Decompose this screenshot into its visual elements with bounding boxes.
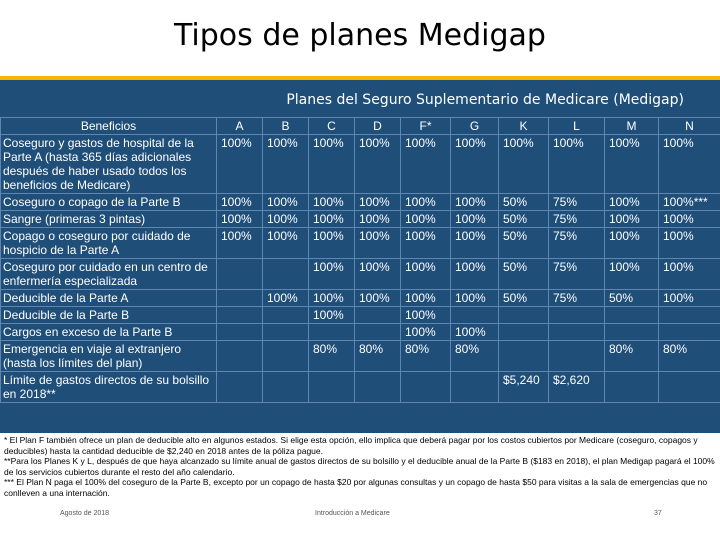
- coverage-cell: 100%: [355, 211, 401, 228]
- column-header-plan: N: [659, 118, 720, 135]
- coverage-cell: [309, 372, 355, 403]
- column-header-plan: F*: [401, 118, 451, 135]
- column-header-plan: L: [549, 118, 605, 135]
- coverage-cell: [217, 341, 263, 372]
- coverage-cell: [263, 324, 309, 341]
- coverage-cell: [499, 341, 549, 372]
- footnote-n: *** El Plan N paga el 100% del coseguro de la Parte B, excepto por un copago de hasta $20 por algunas consultas y un copago de hasta $50 para visitas a la sala de emergencias que no conlleven a una internación.: [4, 477, 708, 498]
- coverage-cell: 100%: [217, 211, 263, 228]
- benefit-label: Cargos en exceso de la Parte B: [1, 324, 217, 341]
- coverage-cell: 100%: [451, 135, 499, 194]
- coverage-cell: [263, 372, 309, 403]
- coverage-cell: 100%: [263, 135, 309, 194]
- coverage-cell: 75%: [549, 194, 605, 211]
- coverage-cell: 100%: [401, 228, 451, 259]
- coverage-cell: 100%: [605, 211, 659, 228]
- page-title: Tipos de planes Medigap: [174, 18, 546, 53]
- plans-table-container: [0, 117, 720, 433]
- coverage-cell: 100%: [401, 290, 451, 307]
- coverage-cell: 100%: [499, 135, 549, 194]
- coverage-cell: 75%: [549, 259, 605, 290]
- benefit-label: Sangre (primeras 3 pintas): [1, 211, 217, 228]
- coverage-cell: 100%: [309, 290, 355, 307]
- table-header-row: [1, 118, 720, 135]
- coverage-cell: 50%: [499, 290, 549, 307]
- coverage-cell: [355, 372, 401, 403]
- table-body: [1, 135, 720, 403]
- coverage-cell: 75%: [549, 290, 605, 307]
- benefit-label: Copago o coseguro por cuidado de hospicio de la Parte A: [1, 228, 217, 259]
- coverage-cell: [549, 307, 605, 324]
- coverage-cell: 80%: [605, 341, 659, 372]
- benefit-label: Límite de gastos directos de su bolsillo en 2018**: [1, 372, 217, 403]
- coverage-cell: 75%: [549, 211, 605, 228]
- coverage-cell: 100%: [217, 135, 263, 194]
- coverage-cell: 80%: [309, 341, 355, 372]
- coverage-cell: [217, 324, 263, 341]
- table-subtitle: Planes del Seguro Suplementario de Medicare (Medigap): [286, 92, 684, 108]
- coverage-cell: 80%: [355, 341, 401, 372]
- coverage-cell: 50%: [499, 259, 549, 290]
- column-header-plan: A: [217, 118, 263, 135]
- coverage-cell: [549, 324, 605, 341]
- table-row: [1, 341, 720, 372]
- table-row: [1, 324, 720, 341]
- coverage-cell: [549, 341, 605, 372]
- coverage-cell: [217, 372, 263, 403]
- coverage-cell: 100%: [309, 135, 355, 194]
- table-row: [1, 135, 720, 194]
- coverage-cell: 100%: [451, 228, 499, 259]
- coverage-cell: 100%: [309, 194, 355, 211]
- coverage-cell: [451, 307, 499, 324]
- coverage-cell: $5,240: [499, 372, 549, 403]
- coverage-cell: 100%: [605, 135, 659, 194]
- coverage-cell: [309, 324, 355, 341]
- coverage-cell: 100%: [355, 135, 401, 194]
- footer-date: Agosto de 2018: [60, 510, 110, 517]
- coverage-cell: 50%: [499, 194, 549, 211]
- coverage-cell: 100%: [263, 194, 309, 211]
- coverage-cell: [217, 307, 263, 324]
- coverage-cell: 100%: [355, 194, 401, 211]
- table-row: [1, 211, 720, 228]
- coverage-cell: 100%: [659, 228, 720, 259]
- coverage-cell: [263, 259, 309, 290]
- benefit-label: Deducible de la Parte B: [1, 307, 217, 324]
- coverage-cell: 100%: [217, 194, 263, 211]
- coverage-cell: 100%: [401, 194, 451, 211]
- coverage-cell: 100%: [451, 259, 499, 290]
- table-row: [1, 259, 720, 290]
- benefit-label: Deducible de la Parte A: [1, 290, 217, 307]
- coverage-cell: 100%: [263, 290, 309, 307]
- coverage-cell: 100%: [355, 259, 401, 290]
- coverage-cell: 100%: [451, 194, 499, 211]
- coverage-cell: [263, 307, 309, 324]
- coverage-cell: 100%: [451, 290, 499, 307]
- table-row: [1, 228, 720, 259]
- coverage-cell: 100%: [401, 259, 451, 290]
- coverage-cell: 100%: [355, 290, 401, 307]
- footer-center: Introducción a Medicare: [315, 510, 390, 517]
- footnote-f: * El Plan F también ofrece un plan de deducible alto en algunos estados. Si elige esta opción, ello implica que deberá pagar por los costos cubiertos por Medicare (coseguro, copagos y deducibles) hasta la cantidad deducible de $2,240 en 2018 antes de la póliza pague.: [4, 435, 698, 456]
- coverage-cell: 80%: [451, 341, 499, 372]
- coverage-cell: [263, 341, 309, 372]
- benefit-label: Emergencia en viaje al extranjero (hasta los límites del plan): [1, 341, 217, 372]
- coverage-cell: [499, 324, 549, 341]
- coverage-cell: 100%: [605, 259, 659, 290]
- plans-table: [0, 117, 720, 403]
- coverage-cell: 50%: [605, 290, 659, 307]
- coverage-cell: [499, 307, 549, 324]
- coverage-cell: [659, 372, 720, 403]
- coverage-cell: 100%: [659, 290, 720, 307]
- coverage-cell: [217, 259, 263, 290]
- coverage-cell: 100%: [401, 324, 451, 341]
- page-number: 37: [654, 510, 662, 517]
- column-header-plan: B: [263, 118, 309, 135]
- coverage-cell: 50%: [499, 211, 549, 228]
- coverage-cell: [605, 324, 659, 341]
- coverage-cell: 100%: [659, 211, 720, 228]
- coverage-cell: [355, 307, 401, 324]
- coverage-cell: [355, 324, 401, 341]
- column-header-plan: D: [355, 118, 401, 135]
- coverage-cell: [451, 372, 499, 403]
- coverage-cell: 100%: [309, 307, 355, 324]
- benefit-label: Coseguro o copago de la Parte B: [1, 194, 217, 211]
- coverage-cell: 100%***: [659, 194, 720, 211]
- coverage-cell: 100%: [451, 211, 499, 228]
- column-header-plan: M: [605, 118, 659, 135]
- column-header-benefits: Beneficios: [1, 118, 217, 135]
- coverage-cell: 80%: [659, 341, 720, 372]
- coverage-cell: 75%: [549, 228, 605, 259]
- coverage-cell: 100%: [549, 135, 605, 194]
- footnotes: [4, 435, 716, 498]
- table-row: [1, 194, 720, 211]
- coverage-cell: 100%: [605, 194, 659, 211]
- coverage-cell: 100%: [451, 324, 499, 341]
- coverage-cell: 100%: [659, 135, 720, 194]
- coverage-cell: 50%: [499, 228, 549, 259]
- footnote-kl: **Para los Planes K y L, después de que haya alcanzado su límite anual de gastos directos de su bolsillo y el deducible anual de la Parte B ($183 en 2018), el plan Medigap pagará el 100% de los servicios cubiertos durante el resto del año calendario.: [4, 456, 715, 477]
- coverage-cell: 100%: [401, 307, 451, 324]
- benefit-label: Coseguro y gastos de hospital de la Parte A (hasta 365 días adicionales después de haber usado todos los beneficios de Medicare): [1, 135, 217, 194]
- coverage-cell: 100%: [309, 228, 355, 259]
- coverage-cell: 100%: [605, 228, 659, 259]
- title-bar: [0, 0, 720, 78]
- coverage-cell: [659, 307, 720, 324]
- coverage-cell: [401, 372, 451, 403]
- table-row: [1, 372, 720, 403]
- benefit-label: Coseguro por cuidado en un centro de enfermería especializada: [1, 259, 217, 290]
- coverage-cell: [659, 324, 720, 341]
- coverage-cell: 100%: [263, 228, 309, 259]
- column-header-plan: C: [309, 118, 355, 135]
- coverage-cell: $2,620: [549, 372, 605, 403]
- column-header-plan: K: [499, 118, 549, 135]
- coverage-cell: 80%: [401, 341, 451, 372]
- coverage-cell: 100%: [309, 211, 355, 228]
- table-row: [1, 290, 720, 307]
- column-header-plan: G: [451, 118, 499, 135]
- coverage-cell: 100%: [659, 259, 720, 290]
- coverage-cell: 100%: [309, 259, 355, 290]
- coverage-cell: 100%: [217, 228, 263, 259]
- coverage-cell: 100%: [355, 228, 401, 259]
- coverage-cell: 100%: [401, 211, 451, 228]
- coverage-cell: [605, 307, 659, 324]
- table-row: [1, 307, 720, 324]
- coverage-cell: 100%: [263, 211, 309, 228]
- coverage-cell: [605, 372, 659, 403]
- coverage-cell: [217, 290, 263, 307]
- coverage-cell: 100%: [401, 135, 451, 194]
